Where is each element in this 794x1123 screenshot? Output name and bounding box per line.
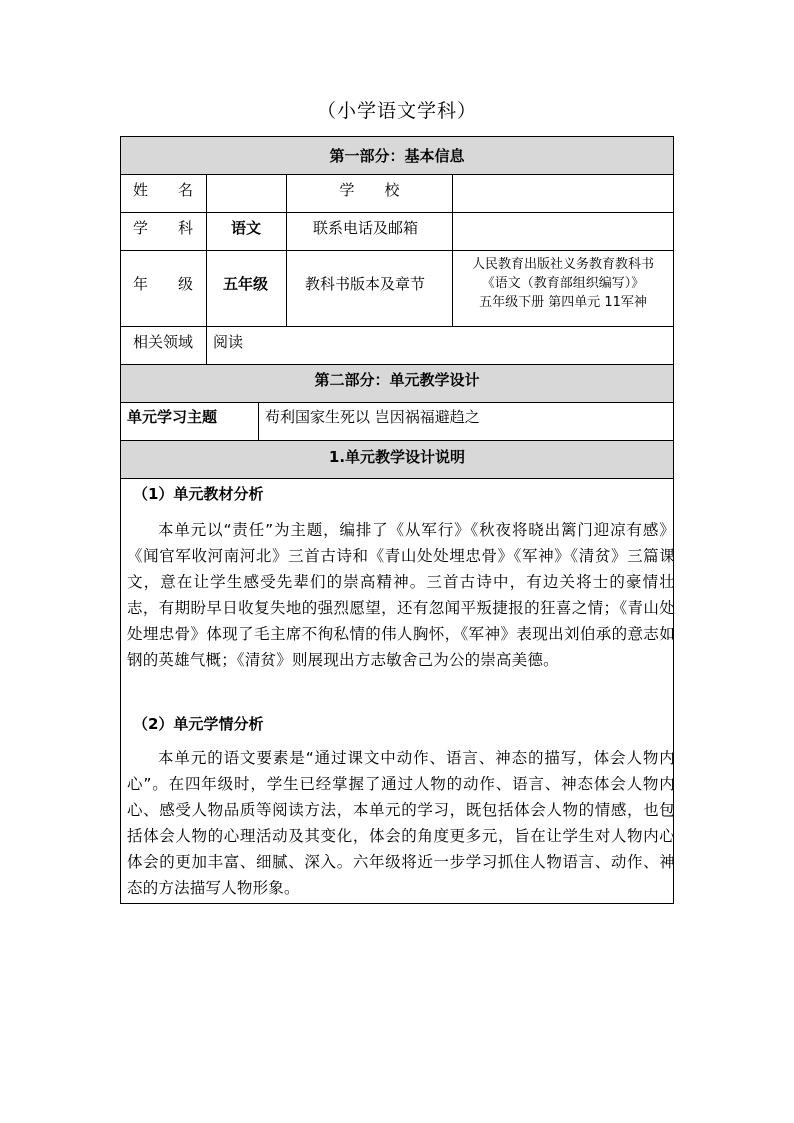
name-label-cell bbox=[121, 175, 207, 212]
domain-value-cell bbox=[207, 327, 673, 364]
domain-value: 阅读 bbox=[213, 333, 244, 351]
subject-value: 语文 bbox=[231, 219, 262, 237]
sub2-text: 本单元的语文要素是“通过课文中动作、语言、神态的描写，体会人物内心”。在四年级时，学生已经掌握了通过人物的动作、语言、神态体会人物内心、感受人物品质等阅读方法，本单元的学习，既包括体会人物的情感，也包括体会人物的心理活动及其变化，体会的角度更多元，旨在让学生对人物内心体会的更加丰富、细腻、深入。六年级将近一步学习抓住人物语言、动作、神态的方法描写人物形象。 bbox=[127, 749, 675, 897]
theme-value-cell bbox=[259, 403, 673, 440]
contact-value-cell[interactable] bbox=[453, 213, 673, 250]
subject-value-cell bbox=[207, 213, 287, 250]
name-value-cell[interactable] bbox=[207, 175, 287, 212]
textbook-line2: 《语文（教育部组织编写）》 bbox=[481, 276, 645, 291]
sub2-title: （2）单元学情分析 bbox=[133, 715, 264, 733]
textbook-label: 教科书版本及章节 bbox=[305, 275, 426, 293]
section1-header: 1.单元教学设计说明 bbox=[328, 448, 466, 466]
grade-label-cell bbox=[121, 251, 207, 326]
grade-label: 年 级 bbox=[133, 275, 194, 293]
grade-value: 五年级 bbox=[223, 275, 269, 293]
content-area bbox=[121, 479, 673, 903]
document-title: （小学语文学科） bbox=[316, 100, 477, 122]
row-domain bbox=[121, 327, 673, 365]
school-value-cell[interactable] bbox=[453, 175, 673, 212]
contact-label-cell bbox=[287, 213, 453, 250]
school-label-cell bbox=[287, 175, 453, 212]
row-name-school bbox=[121, 175, 673, 213]
school-label: 学 校 bbox=[339, 181, 400, 199]
part2-header: 第二部分：单元教学设计 bbox=[314, 371, 480, 389]
domain-label-cell bbox=[121, 327, 207, 364]
sub1-title: （1）单元教材分析 bbox=[133, 485, 264, 503]
part1-header-row bbox=[121, 137, 673, 175]
row-theme bbox=[121, 403, 673, 441]
unit-design-form bbox=[120, 136, 674, 904]
textbook-line1: 人民教育出版社义务教育教科书 bbox=[471, 257, 654, 272]
subject-label: 学 科 bbox=[133, 219, 194, 237]
sub1-text: 本单元以“责任”为主题，编排了《从军行》《秋夜将晓出篱门迎凉有感》《闻官军收河南河北》三首古诗和《青山处处埋忠骨》《军神》《清贫》三篇课文，意在让学生感受先辈们的崇高精神。三首古诗中，有边关将士的豪情壮志，有期盼早日收复失地的强烈愿望，还有忽闻平叛捷报的狂喜之情；《青山处处埋忠骨》体现了毛主席不徇私情的伟人胸怀，《军神》表现出刘伯承的意志如钢的英雄气概；《清贫》则展现出方志敏舍己为公的崇高美德。 bbox=[127, 521, 675, 669]
subject-label-cell bbox=[121, 213, 207, 250]
textbook-line3: 五年级下册 第四单元 11军神 bbox=[479, 295, 647, 310]
theme-value: 苟利国家生死以 岂因祸福避趋之 bbox=[265, 408, 480, 426]
contact-label: 联系电话及邮箱 bbox=[313, 219, 419, 237]
part2-header-row bbox=[121, 365, 673, 403]
name-label: 姓 名 bbox=[133, 181, 194, 199]
textbook-value-cell bbox=[453, 251, 673, 326]
theme-label: 单元学习主题 bbox=[127, 408, 218, 426]
domain-label: 相关领域 bbox=[133, 333, 194, 351]
textbook-label-cell bbox=[287, 251, 453, 326]
row-grade-textbook bbox=[121, 251, 673, 327]
section1-header-row bbox=[121, 441, 673, 479]
row-subject-contact bbox=[121, 213, 673, 251]
grade-value-cell bbox=[207, 251, 287, 326]
theme-label-cell bbox=[121, 403, 259, 440]
part1-header: 第一部分：基本信息 bbox=[329, 147, 465, 165]
